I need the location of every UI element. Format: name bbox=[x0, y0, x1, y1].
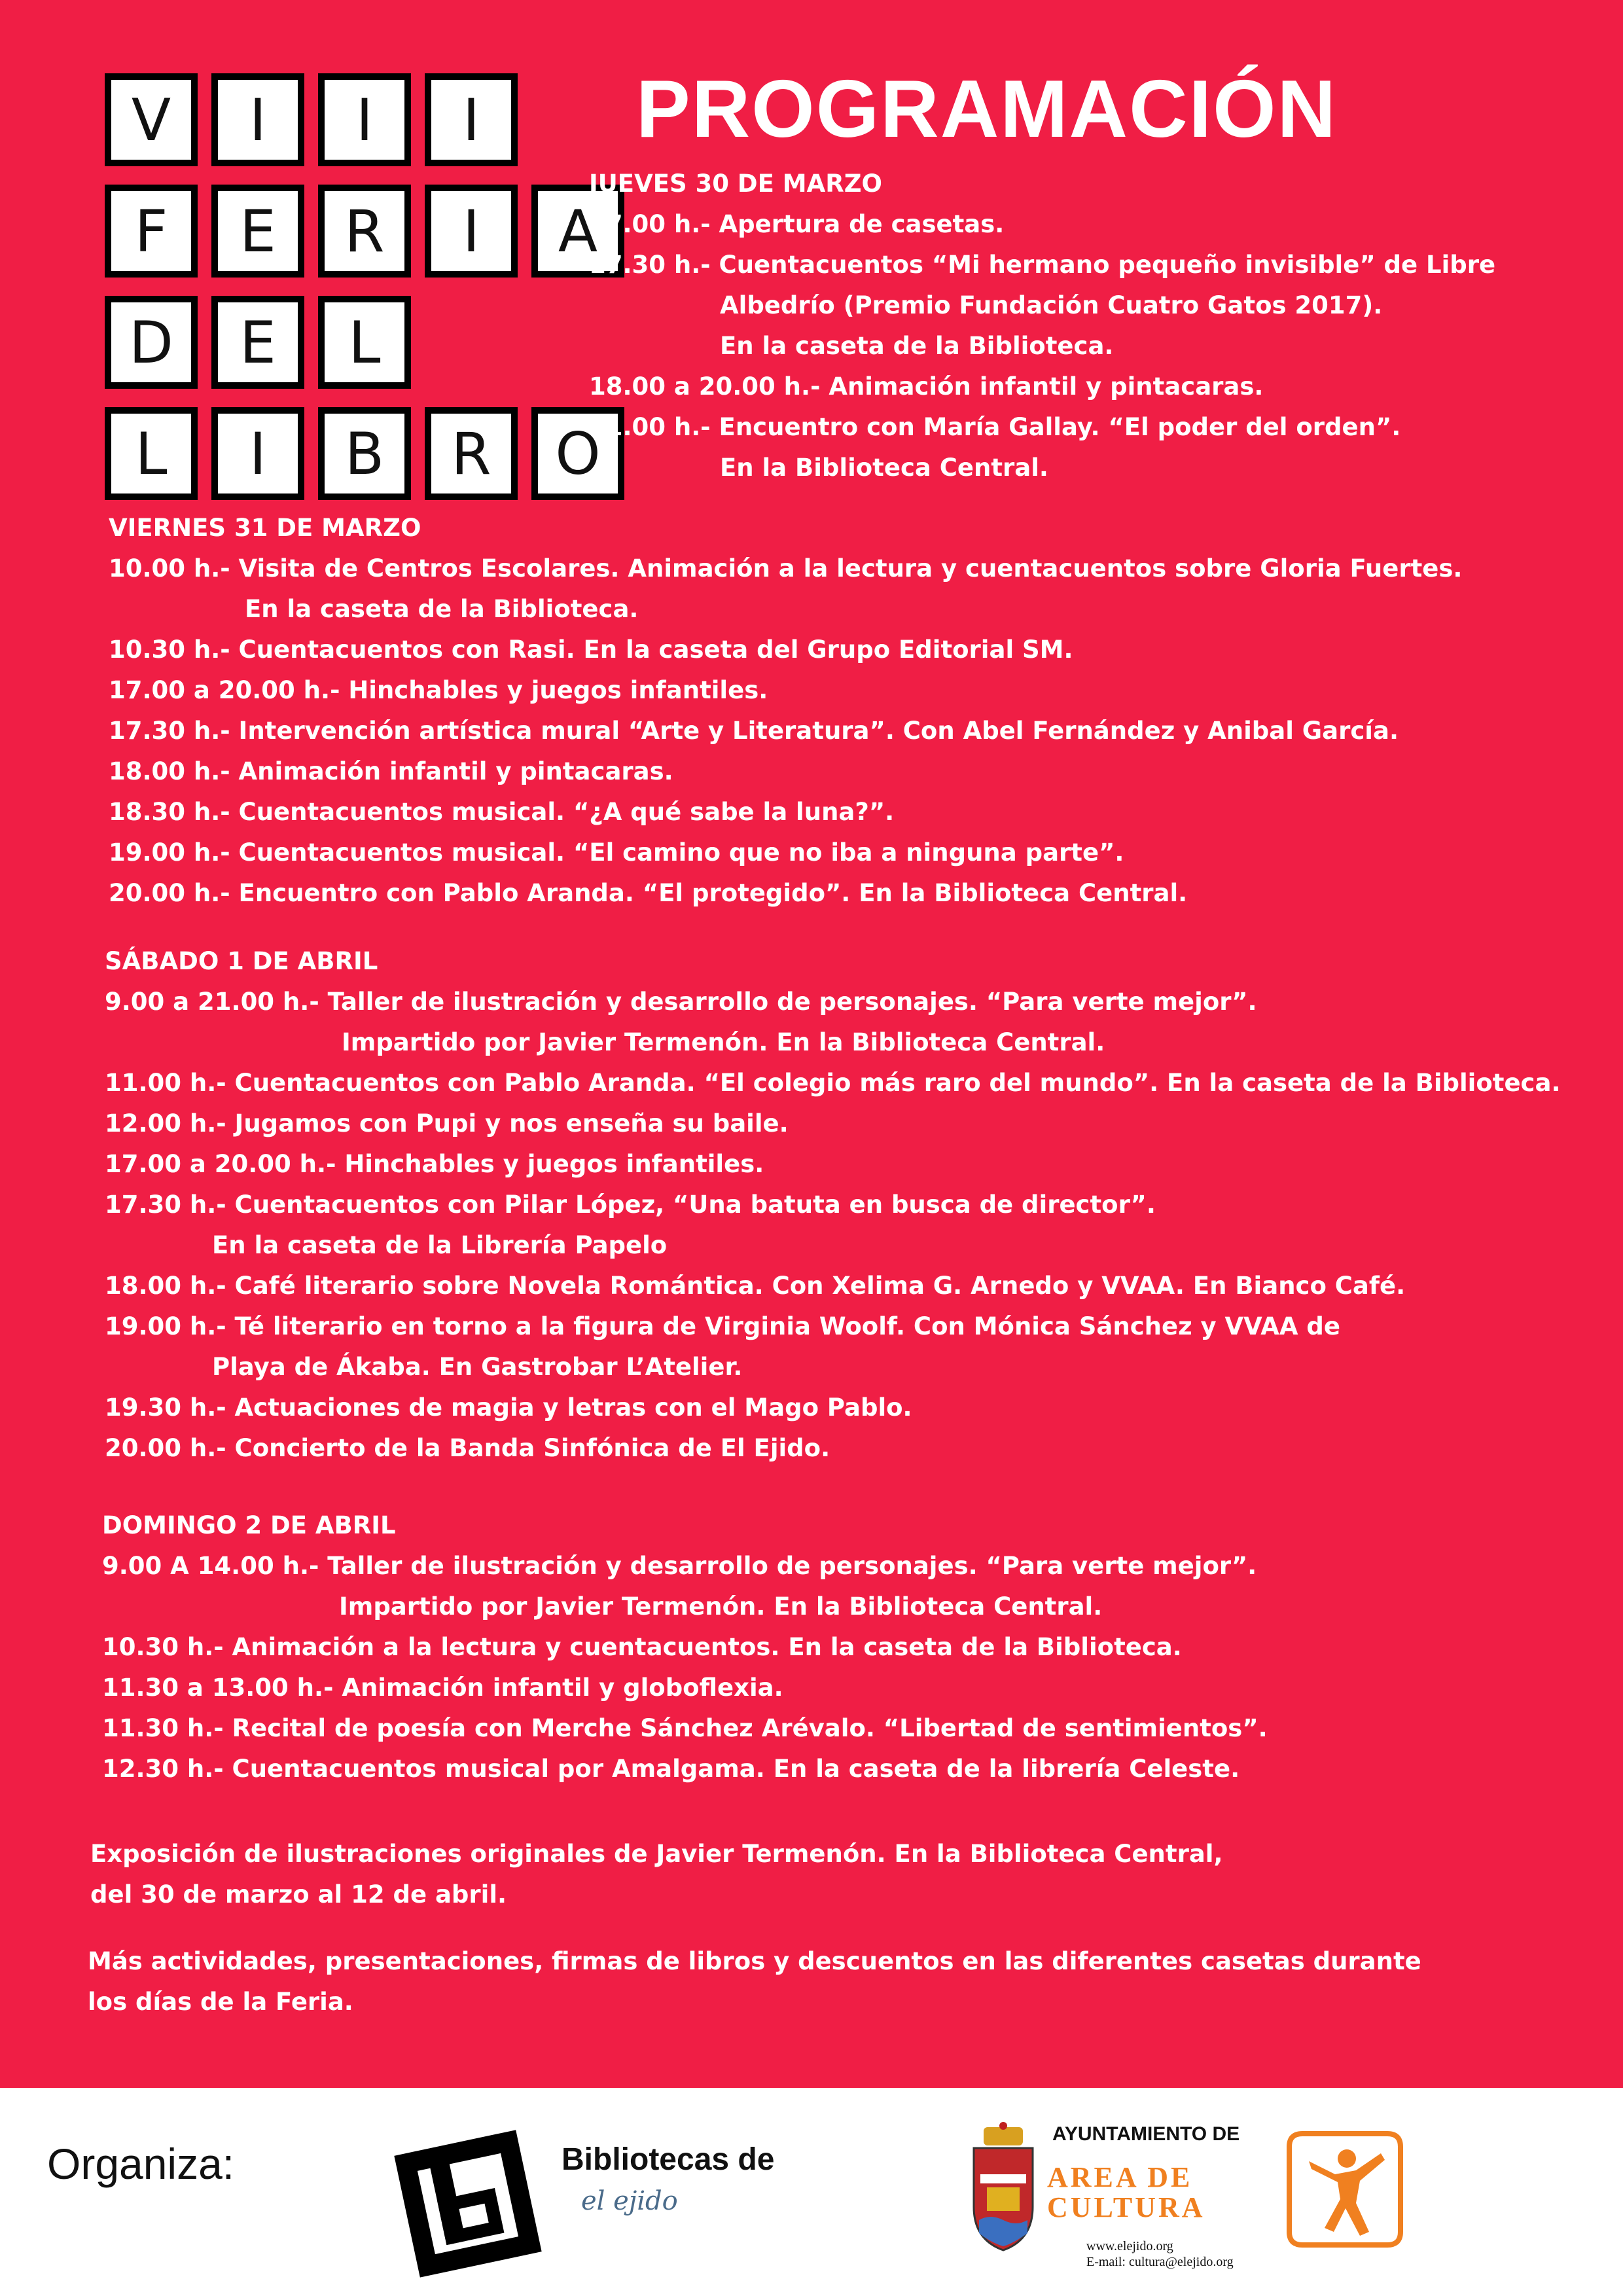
day-heading: VIERNES 31 DE MARZO bbox=[109, 514, 421, 542]
note-actividades bbox=[88, 1941, 1421, 2022]
event-continuation-line: En la caseta de la Biblioteca. bbox=[720, 332, 1114, 360]
event-line: 11.30 h.- Recital de poesía con Merche Sánchez Arévalo. “Libertad de sentimientos”. bbox=[102, 1714, 1268, 1742]
title-tile-grid bbox=[105, 73, 624, 518]
event-line: 20.00 h.- Encuentro con Pablo Aranda. “El protegido”. En la Biblioteca Central. bbox=[109, 879, 1188, 907]
area-line-1: AREA DE bbox=[1047, 2161, 1193, 2193]
event-continuation-line: En la caseta de la Librería Papelo bbox=[212, 1231, 668, 1259]
event-line: 10.00 h.- Visita de Centros Escolares. Animación a la lectura y cuentacuentos sobre Gloria Fuertes. bbox=[109, 554, 1463, 583]
title-tile-row bbox=[105, 296, 624, 388]
title-letter-tile: E bbox=[211, 185, 304, 278]
day-heading: JUEVES 30 DE MARZO bbox=[589, 170, 882, 198]
event-line: 18.00 a 20.00 h.- Animación infantil y pintacaras. bbox=[589, 372, 1264, 401]
footer bbox=[0, 2088, 1623, 2296]
day-block-viernes bbox=[109, 508, 1462, 914]
title-letter-tile: I bbox=[211, 73, 304, 166]
event-line: 18.30 h.- Cuentacuentos musical. “¿A qué sabe la luna?”. bbox=[109, 798, 895, 826]
day-block-domingo bbox=[102, 1505, 1268, 1789]
area-line-2: CULTURA bbox=[1047, 2191, 1205, 2223]
title-letter-tile: V bbox=[105, 73, 198, 166]
event-line: 17.00 a 20.00 h.- Hinchables y juegos infantiles. bbox=[109, 676, 768, 704]
event-continuation-line: Impartido por Javier Termenón. En la Biblioteca Central. bbox=[342, 1028, 1105, 1056]
event-continuation-line: Albedrío (Premio Fundación Cuatro Gatos 2017). bbox=[720, 291, 1383, 319]
bibliotecas-script: el ejido bbox=[581, 2186, 678, 2216]
event-line: 18.00 h.- Animación infantil y pintacaras. bbox=[109, 757, 673, 785]
note-exposicion bbox=[90, 1834, 1223, 1915]
day-heading: DOMINGO 2 DE ABRIL bbox=[102, 1511, 396, 1539]
title-tile-row bbox=[105, 407, 624, 499]
event-line: 10.30 h.- Animación a la lectura y cuentacuentos. En la caseta de la Biblioteca. bbox=[102, 1633, 1182, 1661]
event-continuation-line: Playa de Ákaba. En Gastrobar L’Atelier. bbox=[212, 1353, 743, 1381]
event-line: 11.30 a 13.00 h.- Animación infantil y globoflexia. bbox=[102, 1674, 783, 1702]
event-line: 10.30 h.- Cuentacuentos con Rasi. En la caseta del Grupo Editorial SM. bbox=[109, 636, 1073, 664]
note-line: los días de la Feria. bbox=[88, 1988, 353, 2016]
title-letter-tile: L bbox=[105, 407, 198, 500]
title-letter-tile: B bbox=[318, 407, 411, 500]
title-letter-tile: L bbox=[318, 296, 411, 389]
event-line: 21.00 h.- Encuentro con María Gallay. “El poder del orden”. bbox=[589, 413, 1401, 441]
event-line: 12.30 h.- Cuentacuentos musical por Amalgama. En la caseta de la librería Celeste. bbox=[102, 1755, 1240, 1783]
title-letter-tile: R bbox=[425, 407, 518, 500]
title-letter-tile: I bbox=[425, 73, 518, 166]
event-line: 9.00 A 14.00 h.- Taller de ilustración y desarrollo de personajes. “Para verte mejor”. bbox=[102, 1552, 1257, 1580]
area-de-cultura-text bbox=[1047, 2162, 1205, 2223]
day-block-sabado bbox=[105, 941, 1561, 1469]
title-letter-tile: I bbox=[318, 73, 411, 166]
town-crest-icon bbox=[967, 2122, 1039, 2253]
event-continuation-line: En la Biblioteca Central. bbox=[720, 454, 1048, 482]
ayuntamiento-text: AYUNTAMIENTO DE bbox=[1052, 2123, 1240, 2145]
title-letter-tile: R bbox=[318, 185, 411, 278]
event-line: 12.00 h.- Jugamos con Pupi y nos enseña su baile. bbox=[105, 1109, 789, 1138]
title-letter-tile: A bbox=[531, 185, 624, 278]
note-line: Más actividades, presentaciones, firmas de libros y descuentos en las diferentes casetas durante bbox=[88, 1947, 1421, 1975]
note-line: Exposición de ilustraciones originales de Javier Termenón. En la Biblioteca Central, bbox=[90, 1840, 1223, 1868]
event-continuation-line: Impartido por Javier Termenón. En la Biblioteca Central. bbox=[339, 1592, 1103, 1621]
title-letter-tile: D bbox=[105, 296, 198, 389]
note-line: del 30 de marzo al 12 de abril. bbox=[90, 1880, 507, 1909]
organiza-label: Organiza: bbox=[47, 2140, 235, 2188]
title-tile-row bbox=[105, 185, 624, 277]
event-line: 17.30 h.- Cuentacuentos con Pilar López, “Una batuta en busca de director”. bbox=[105, 1191, 1156, 1219]
event-line: 11.00 h.- Cuentacuentos con Pablo Aranda. “El colegio más raro del mundo”. En la caseta de la Biblioteca. bbox=[105, 1069, 1561, 1097]
title-letter-tile: I bbox=[425, 185, 518, 278]
event-line: 9.00 a 21.00 h.- Taller de ilustración y desarrollo de personajes. “Para verte mejor”. bbox=[105, 988, 1257, 1016]
page-title: PROGRAMACIÓN bbox=[636, 64, 1338, 154]
event-line: 20.00 h.- Concierto de la Banda Sinfónica de El Ejido. bbox=[105, 1434, 830, 1462]
event-line: 19.00 h.- Té literario en torno a la figura de Virginia Woolf. Con Mónica Sánchez y VVAA de bbox=[105, 1312, 1340, 1340]
title-letter-tile: F bbox=[105, 185, 198, 278]
bibliotecas-logo-icon bbox=[380, 2115, 556, 2292]
event-line: 17.30 h.- Cuentacuentos “Mi hermano pequeño invisible” de Libre bbox=[589, 251, 1496, 279]
event-line: 17.00 a 20.00 h.- Hinchables y juegos infantiles. bbox=[105, 1150, 764, 1178]
contact-info bbox=[1086, 2238, 1234, 2270]
title-letter-tile: E bbox=[211, 296, 304, 389]
event-continuation-line: En la caseta de la Biblioteca. bbox=[245, 595, 639, 623]
event-line: 19.00 h.- Cuentacuentos musical. “El camino que no iba a ninguna parte”. bbox=[109, 838, 1124, 867]
event-line: 17.00 h.- Apertura de casetas. bbox=[589, 210, 1005, 238]
web-url: www.elejido.org bbox=[1086, 2239, 1173, 2253]
bibliotecas-text: Bibliotecas de bbox=[562, 2142, 775, 2177]
event-line: 19.30 h.- Actuaciones de magia y letras con el Mago Pablo. bbox=[105, 1393, 912, 1422]
title-tile-row bbox=[105, 73, 624, 166]
cultura-dancer-logo-icon bbox=[1283, 2127, 1407, 2251]
event-line: 18.00 h.- Café literario sobre Novela Romántica. Con Xelima G. Arnedo y VVAA. En Bianco Café. bbox=[105, 1272, 1406, 1300]
title-letter-tile: O bbox=[531, 407, 624, 500]
event-line: 17.30 h.- Intervención artística mural “Arte y Literatura”. Con Abel Fernández y Anibal García. bbox=[109, 717, 1399, 745]
day-heading: SÁBADO 1 DE ABRIL bbox=[105, 947, 378, 975]
title-letter-tile: I bbox=[211, 407, 304, 500]
email-address: E-mail: cultura@elejido.org bbox=[1086, 2255, 1234, 2269]
day-block-jueves bbox=[589, 164, 1495, 488]
